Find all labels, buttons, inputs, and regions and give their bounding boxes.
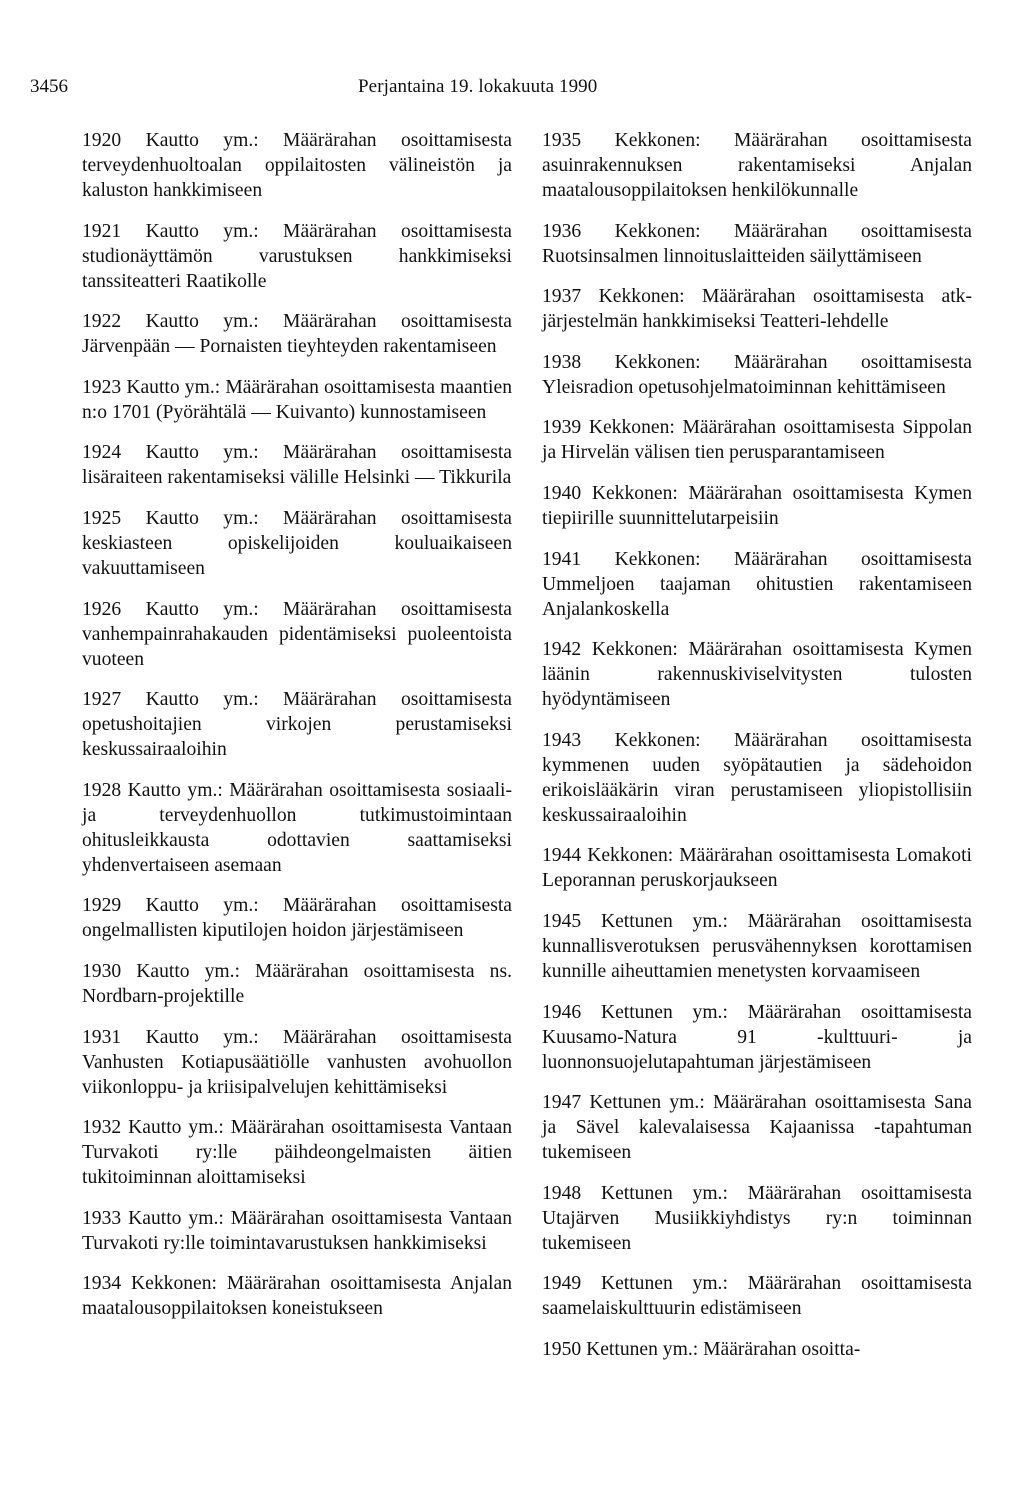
list-item: 1937 Kekkonen: Määrärahan osoittamisesta atk-järjestelmän hankkimiseksi Teatteri-lehdelle xyxy=(542,286,972,333)
left-column xyxy=(82,128,512,1337)
list-item: 1941 Kekkonen: Määrärahan osoittamisesta Ummeljoen taajaman ohitustien rakentamiseen Anjalankoskella xyxy=(542,548,972,620)
list-item: 1932 Kautto ym.: Määrärahan osoittamisesta Vantaan Turvakoti ry:lle päihdeongelmaisten äitien tukitoiminnan aloittamiseksi xyxy=(82,1117,512,1189)
list-item: 1921 Kautto ym.: Määrärahan osoittamisesta studionäyttämön varustuksen hankkimiseksi tanssiteatteri Raatikolle xyxy=(82,220,512,292)
list-item: 1942 Kekkonen: Määrärahan osoittamisesta Kymen läänin rakennuskiviselvitysten tulosten hyödyntämiseen xyxy=(542,639,972,711)
list-item: 1939 Kekkonen: Määrärahan osoittamisesta Sippolan ja Hirvelän välisen tien perusparantamiseen xyxy=(542,417,972,464)
list-item: 1920 Kautto ym.: Määrärahan osoittamisesta terveydenhuoltoalan oppilaitosten välineistön ja kaluston hankkimiseen xyxy=(82,130,512,201)
list-item: 1947 Kettunen ym.: Määrärahan osoittamisesta Sana ja Sävel kalevalaisessa Kajaanissa -tapahtuman tukemiseen xyxy=(542,1092,972,1164)
running-header-date: Perjantaina 19. lokakuuta 1990 xyxy=(358,76,598,97)
list-item: 1929 Kautto ym.: Määrärahan osoittamisesta ongelmallisten kiputilojen hoidon järjestämiseen xyxy=(82,895,512,942)
list-item: 1950 Kettunen ym.: Määrärahan osoitta- xyxy=(542,1338,861,1360)
page-number: 3456 xyxy=(30,76,68,97)
list-item: 1922 Kautto ym.: Määrärahan osoittamisesta Järvenpään — Pornaisten tieyhteyden rakentamiseen xyxy=(82,311,512,358)
list-item: 1945 Kettunen ym.: Määrärahan osoittamisesta kunnallisverotuksen perusvähennyksen korottamisen kunnille aiheuttamien menetysten korvaamiseen xyxy=(542,910,972,982)
list-item: 1938 Kekkonen: Määrärahan osoittamisesta Yleisradion opetusohjelmatoiminnan kehittämiseen xyxy=(542,351,972,398)
list-item: 1926 Kautto ym.: Määrärahan osoittamisesta vanhempainrahakauden pidentämiseksi puoleentoista vuoteen xyxy=(82,598,512,670)
right-column xyxy=(542,128,972,1378)
list-item: 1935 Kekkonen: Määrärahan osoittamisesta asuinrakennuksen rakentamiseksi Anjalan maatalousoppilaitoksen henkilökunnalle xyxy=(542,130,972,201)
list-item: 1924 Kautto ym.: Määrärahan osoittamisesta lisäraiteen rakentamiseksi välille Helsinki — Tikkurila xyxy=(82,442,512,489)
list-item: 1948 Kettunen ym.: Määrärahan osoittamisesta Utajärven Musiikkiyhdistys ry:n toiminnan tukemiseen xyxy=(542,1182,972,1254)
list-item: 1930 Kautto ym.: Määrärahan osoittamisesta ns. Nordbarn-projektille xyxy=(82,960,512,1007)
list-item: 1949 Kettunen ym.: Määrärahan osoittamisesta saamelaiskulttuurin edistämiseen xyxy=(542,1273,972,1320)
list-item: 1927 Kautto ym.: Määrärahan osoittamisesta opetushoitajien virkojen perustamiseksi keskussairaaloihin xyxy=(82,689,512,761)
list-item: 1928 Kautto ym.: Määrärahan osoittamisesta sosiaali- ja terveydenhuollon tutkimustoimintaan ohitusleikkausta odottavien saattamiseksi yhdenvertaiseen asemaan xyxy=(82,779,512,876)
list-item: 1946 Kettunen ym.: Määrärahan osoittamisesta Kuusamo-Natura 91 -kulttuuri- ja luonnonsuojelutapahtuman järjestämiseen xyxy=(542,1001,972,1073)
list-item: 1925 Kautto ym.: Määrärahan osoittamisesta keskiasteen opiskelijoiden kouluaikaiseen vakuuttamiseen xyxy=(82,507,512,579)
list-item: 1936 Kekkonen: Määrärahan osoittamisesta Ruotsinsalmen linnoituslaitteiden säilyttämiseen xyxy=(542,220,972,267)
list-item: 1934 Kekkonen: Määrärahan osoittamisesta Anjalan maatalousoppilaitoksen koneistukseen xyxy=(82,1273,512,1320)
list-item: 1923 Kautto ym.: Määrärahan osoittamisesta maantien n:o 1701 (Pyörähtälä — Kuivanto) kunnostamiseen xyxy=(82,376,512,423)
list-item: 1943 Kekkonen: Määrärahan osoittamisesta kymmenen uuden syöpätautien ja sädehoidon erikoislääkärin viran perustamiseen yliopistollisiin keskussairaaloihin xyxy=(542,729,972,826)
list-item: 1933 Kautto ym.: Määrärahan osoittamisesta Vantaan Turvakoti ry:lle toimintavarustuksen hankkimiseksi xyxy=(82,1207,512,1254)
list-item: 1944 Kekkonen: Määrärahan osoittamisesta Lomakoti Leporannan peruskorjaukseen xyxy=(542,845,972,892)
list-item: 1931 Kautto ym.: Määrärahan osoittamisesta Vanhusten Kotiapusäätiölle vanhusten avohuollon viikonloppu- ja kriisipalvelujen kehittämiseksi xyxy=(82,1026,512,1098)
list-item: 1940 Kekkonen: Määrärahan osoittamisesta Kymen tiepiirille suunnittelutarpeisiin xyxy=(542,482,972,529)
